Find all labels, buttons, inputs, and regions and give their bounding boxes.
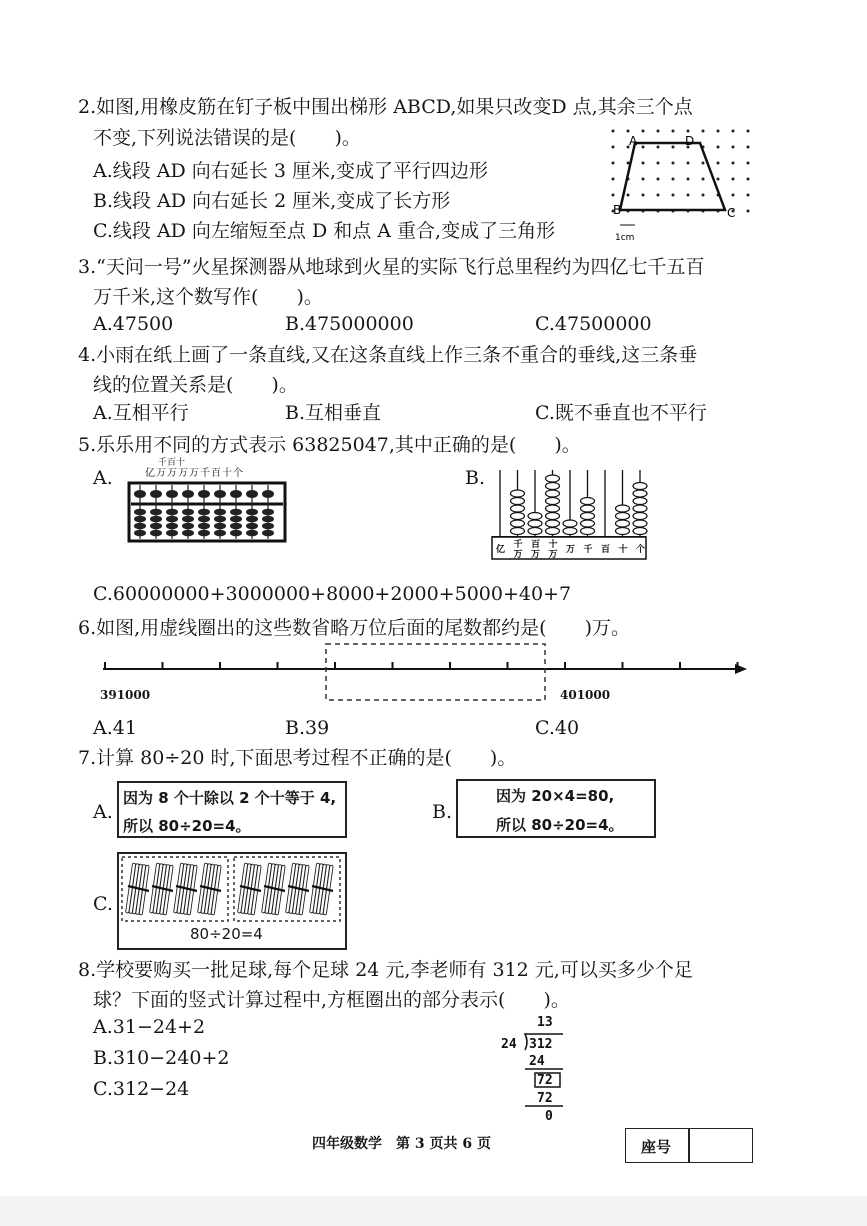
abacus-a-lower-bead — [150, 509, 162, 516]
dashed-selection-box — [326, 644, 545, 700]
peg-dot — [657, 178, 660, 181]
abacus-a-lower-bead — [198, 516, 210, 523]
abacus-b-bead — [616, 520, 630, 527]
divisor: 24 — [501, 1037, 517, 1052]
quotient: 13 — [537, 1015, 553, 1030]
abacus-b-bead — [633, 520, 647, 527]
peg-dot — [672, 178, 675, 181]
abacus-b-bead — [563, 528, 577, 535]
peg-dot — [747, 194, 750, 197]
abacus-b-bead — [511, 498, 525, 505]
page-bottom-margin — [0, 1196, 867, 1226]
abacus-b-bead — [546, 513, 560, 520]
q5-stem: 5.乐乐用不同的方式表示 63825047,其中正确的是( )。 — [78, 434, 581, 456]
abacus-a-upper-bead — [150, 490, 162, 498]
peg-dot — [642, 178, 645, 181]
abacus-b-bead — [511, 505, 525, 512]
peg-dot — [612, 146, 615, 149]
abacus-a-lower-bead — [198, 530, 210, 537]
peg-dot — [642, 130, 645, 133]
q2-stem-line1: 2.如图,用橡皮筋在钉子板中围出梯形 ABCD,如果只改变D 点,其余三个点 — [78, 96, 693, 118]
q7-a-line2: 所以 80÷20=4。 — [123, 817, 251, 835]
abacus-a-lower-bead — [246, 509, 258, 516]
dividend: 312 — [529, 1037, 553, 1052]
abacus-b-place-label: 万 — [513, 550, 523, 560]
peg-dot — [687, 178, 690, 181]
q7-b-line2: 所以 80÷20=4。 — [496, 816, 624, 834]
abacus-b-bead — [616, 505, 630, 512]
abacus-a-upper-bead — [166, 490, 178, 498]
abacus-b-place-label: 百 — [601, 545, 611, 555]
abacus-a-lower-bead — [262, 530, 274, 537]
abacus-a-header-top: 千百十 — [158, 458, 186, 468]
point-c-label: C — [727, 206, 736, 220]
q2-option-a: A.线段 AD 向右延长 3 厘米,变成了平行四边形 — [93, 160, 489, 182]
abacus-b-bead — [546, 498, 560, 505]
q2-stem-line2: 不变,下列说法错误的是( )。 — [93, 127, 361, 149]
abacus-b-bead — [633, 483, 647, 490]
q8-stem-line1: 8.学校要购买一批足球,每个足球 24 元,李老师有 312 元,可以买多少个足 — [78, 959, 693, 981]
unit-label: 1cm — [615, 233, 635, 243]
peg-dot — [732, 178, 735, 181]
q6-stem: 6.如图,用虚线圈出的这些数省略万位后面的尾数都约是( )万。 — [78, 617, 630, 639]
peg-dot — [732, 146, 735, 149]
abacus-b-place-label: 十 — [548, 540, 558, 550]
number-line — [95, 642, 755, 702]
peg-dot — [747, 162, 750, 165]
abacus-b-bead — [546, 490, 560, 497]
abacus-b-place-label: 万 — [531, 550, 541, 560]
peg-dot — [627, 194, 630, 197]
peg-dot — [717, 146, 720, 149]
abacus-a-upper-bead — [198, 490, 210, 498]
abacus-a-lower-bead — [230, 509, 242, 516]
abacus-a-lower-bead — [150, 530, 162, 537]
abacus-a-lower-bead — [198, 509, 210, 516]
abacus-a-upper-bead — [262, 490, 274, 498]
abacus-b-bead — [633, 528, 647, 535]
abacus-a-lower-bead — [246, 530, 258, 537]
abacus-a-lower-bead — [166, 509, 178, 516]
q4-option-c: C.既不垂直也不平行 — [535, 402, 707, 424]
peg-dot — [657, 194, 660, 197]
peg-dot — [732, 162, 735, 165]
peg-dot — [642, 146, 645, 149]
abacus-a-lower-bead — [150, 523, 162, 530]
number-line-left-label: 391000 — [100, 688, 151, 702]
q6-option-c: C.40 — [535, 717, 580, 739]
peg-dot — [732, 194, 735, 197]
abacus-a-lower-bead — [262, 523, 274, 530]
abacus-b-bead — [633, 498, 647, 505]
abacus-a-lower-bead — [246, 516, 258, 523]
abacus-a-lower-bead — [214, 530, 226, 537]
peg-dot — [642, 162, 645, 165]
abacus-b-bead — [511, 513, 525, 520]
peg-dot — [687, 162, 690, 165]
abacus-b-bead — [528, 520, 542, 527]
q7-option-b-label: B. — [432, 801, 453, 823]
abacus-a — [128, 482, 288, 544]
q7-stem: 7.计算 80÷20 时,下面思考过程不正确的是( )。 — [78, 747, 517, 769]
peg-dot — [672, 162, 675, 165]
abacus-b-place-label: 千 — [583, 545, 593, 555]
abacus-a-lower-bead — [182, 516, 194, 523]
long-division — [495, 1012, 585, 1127]
abacus-b-bead — [546, 520, 560, 527]
abacus-a-upper-bead — [134, 490, 146, 498]
abacus-a-lower-bead — [198, 523, 210, 530]
abacus-b-bead — [616, 513, 630, 520]
abacus-a-lower-bead — [182, 509, 194, 516]
abacus-a-lower-bead — [182, 523, 194, 530]
abacus-b-bead — [581, 520, 595, 527]
point-b-label: B — [613, 203, 622, 217]
abacus-a-lower-bead — [134, 509, 146, 516]
q7-c-caption: 80÷20=4 — [190, 925, 263, 943]
peg-dot — [672, 194, 675, 197]
peg-dot — [672, 146, 675, 149]
point-a-label: A — [629, 134, 638, 148]
q4-stem-line1: 4.小雨在纸上画了一条直线,又在这条直线上作三条不重合的垂线,这三条垂 — [78, 344, 698, 366]
abacus-b-bead — [546, 528, 560, 535]
abacus-a-lower-bead — [214, 523, 226, 530]
q3-stem-line2: 万千米,这个数写作( )。 — [93, 286, 323, 308]
peg-dot — [627, 130, 630, 133]
trapezoid-abcd — [620, 143, 725, 210]
step1: 24 — [529, 1054, 545, 1069]
abacus-b-bead — [563, 520, 577, 527]
number-line-right-label: 401000 — [560, 688, 611, 702]
abacus-b-bead — [633, 490, 647, 497]
abacus-b-bead — [581, 498, 595, 505]
peg-dot — [747, 210, 750, 213]
abacus-b-bead — [546, 483, 560, 490]
peg-dot — [612, 194, 615, 197]
peg-dot — [717, 130, 720, 133]
peg-dot — [687, 194, 690, 197]
abacus-a-header: 亿万万万万千百十个 — [145, 468, 244, 479]
abacus-a-lower-bead — [262, 516, 274, 523]
abacus-a-lower-bead — [166, 530, 178, 537]
peg-dot — [702, 130, 705, 133]
peg-dot — [717, 178, 720, 181]
abacus-a-lower-bead — [166, 516, 178, 523]
abacus-b-bead — [581, 513, 595, 520]
peg-dot — [687, 130, 690, 133]
abacus-a-upper-bead — [214, 490, 226, 498]
remainder: 0 — [545, 1109, 553, 1124]
peg-dot — [657, 130, 660, 133]
q2-option-c: C.线段 AD 向左缩短至点 D 和点 A 重合,变成了三角形 — [93, 220, 556, 242]
q3-option-b: B.475000000 — [285, 313, 414, 335]
pegboard-figure — [605, 125, 755, 245]
q8-stem-line2: 球？下面的竖式计算过程中,方框圈出的部分表示( )。 — [93, 989, 570, 1011]
peg-dot — [612, 162, 615, 165]
point-d-label: D — [685, 134, 695, 148]
abacus-b — [490, 465, 650, 565]
abacus-b-bead — [546, 505, 560, 512]
q6-option-a: A.41 — [93, 717, 137, 739]
q5-option-b-label: B. — [465, 467, 486, 489]
abacus-b-place-label: 十 — [618, 545, 628, 555]
abacus-b-bead — [581, 505, 595, 512]
q4-stem-line2: 线的位置关系是( )。 — [93, 374, 298, 396]
peg-dot — [732, 130, 735, 133]
peg-dot — [657, 162, 660, 165]
abacus-b-bead — [528, 528, 542, 535]
q8-option-c: C.312−24 — [93, 1078, 190, 1100]
q3-option-c: C.47500000 — [535, 313, 652, 335]
abacus-a-lower-bead — [134, 516, 146, 523]
peg-dot — [747, 178, 750, 181]
abacus-b-place-label: 万 — [566, 545, 576, 555]
q4-option-b: B.互相垂直 — [285, 402, 382, 424]
abacus-a-upper-bead — [246, 490, 258, 498]
abacus-a-lower-bead — [182, 530, 194, 537]
peg-dot — [702, 194, 705, 197]
page-footer: 四年级数学 第 3 页共 6 页 — [312, 1136, 491, 1152]
abacus-b-bead — [633, 513, 647, 520]
q7-option-a-label: A. — [93, 801, 113, 823]
abacus-b-place-label: 个 — [636, 545, 646, 555]
abacus-a-lower-bead — [150, 516, 162, 523]
abacus-b-place-label: 万 — [548, 550, 558, 560]
step2: 72 — [537, 1091, 553, 1106]
boxed-remainder: 72 — [537, 1073, 553, 1088]
abacus-a-lower-bead — [246, 523, 258, 530]
peg-dot — [702, 162, 705, 165]
q4-option-a: A.互相平行 — [93, 402, 189, 424]
abacus-b-bead — [511, 528, 525, 535]
peg-dot — [702, 178, 705, 181]
q6-option-b: B.39 — [285, 717, 330, 739]
q7-b-line1: 因为 20×4=80, — [496, 787, 615, 805]
stick-bundles-illustration — [119, 854, 345, 924]
abacus-b-bead — [616, 528, 630, 535]
q7-option-c-label: C. — [93, 893, 113, 915]
seat-label: 座号 — [641, 1138, 672, 1156]
abacus-a-lower-bead — [230, 516, 242, 523]
abacus-a-lower-bead — [166, 523, 178, 530]
abacus-a-upper-bead — [182, 490, 194, 498]
peg-dot — [672, 130, 675, 133]
peg-dot — [657, 146, 660, 149]
abacus-b-bead — [511, 520, 525, 527]
peg-dot — [717, 162, 720, 165]
peg-dot — [612, 178, 615, 181]
abacus-b-bead — [633, 505, 647, 512]
abacus-a-lower-bead — [214, 509, 226, 516]
abacus-b-place-label: 亿 — [496, 545, 506, 555]
abacus-b-place-label: 千 — [513, 540, 523, 550]
q8-option-b: B.310−240+2 — [93, 1047, 230, 1069]
peg-dot — [747, 146, 750, 149]
abacus-a-upper-bead — [230, 490, 242, 498]
abacus-a-lower-bead — [230, 523, 242, 530]
abacus-b-bead — [581, 528, 595, 535]
abacus-a-lower-bead — [134, 530, 146, 537]
abacus-a-lower-bead — [134, 523, 146, 530]
q5-option-a-label: A. — [93, 467, 113, 489]
q3-option-a: A.47500 — [93, 313, 174, 335]
q5-option-c: C.60000000+3000000+8000+2000+5000+40+7 — [93, 583, 572, 605]
seat-divider — [688, 1129, 690, 1162]
q8-option-a: A.31−24+2 — [93, 1016, 206, 1038]
abacus-b-bead — [528, 513, 542, 520]
abacus-b-bead — [511, 490, 525, 497]
peg-dot — [747, 130, 750, 133]
abacus-a-lower-bead — [262, 509, 274, 516]
abacus-a-lower-bead — [214, 516, 226, 523]
abacus-b-bead — [546, 475, 560, 482]
q7-a-line1: 因为 8 个十除以 2 个十等于 4, — [123, 789, 337, 807]
q2-option-b: B.线段 AD 向右延长 2 厘米,变成了长方形 — [93, 190, 451, 212]
q3-stem-line1: 3.“天问一号”火星探测器从地球到火星的实际飞行总里程约为四亿七千五百 — [78, 256, 705, 278]
peg-dot — [642, 194, 645, 197]
abacus-b-place-label: 百 — [531, 540, 541, 550]
peg-dot — [612, 130, 615, 133]
abacus-a-lower-bead — [230, 530, 242, 537]
